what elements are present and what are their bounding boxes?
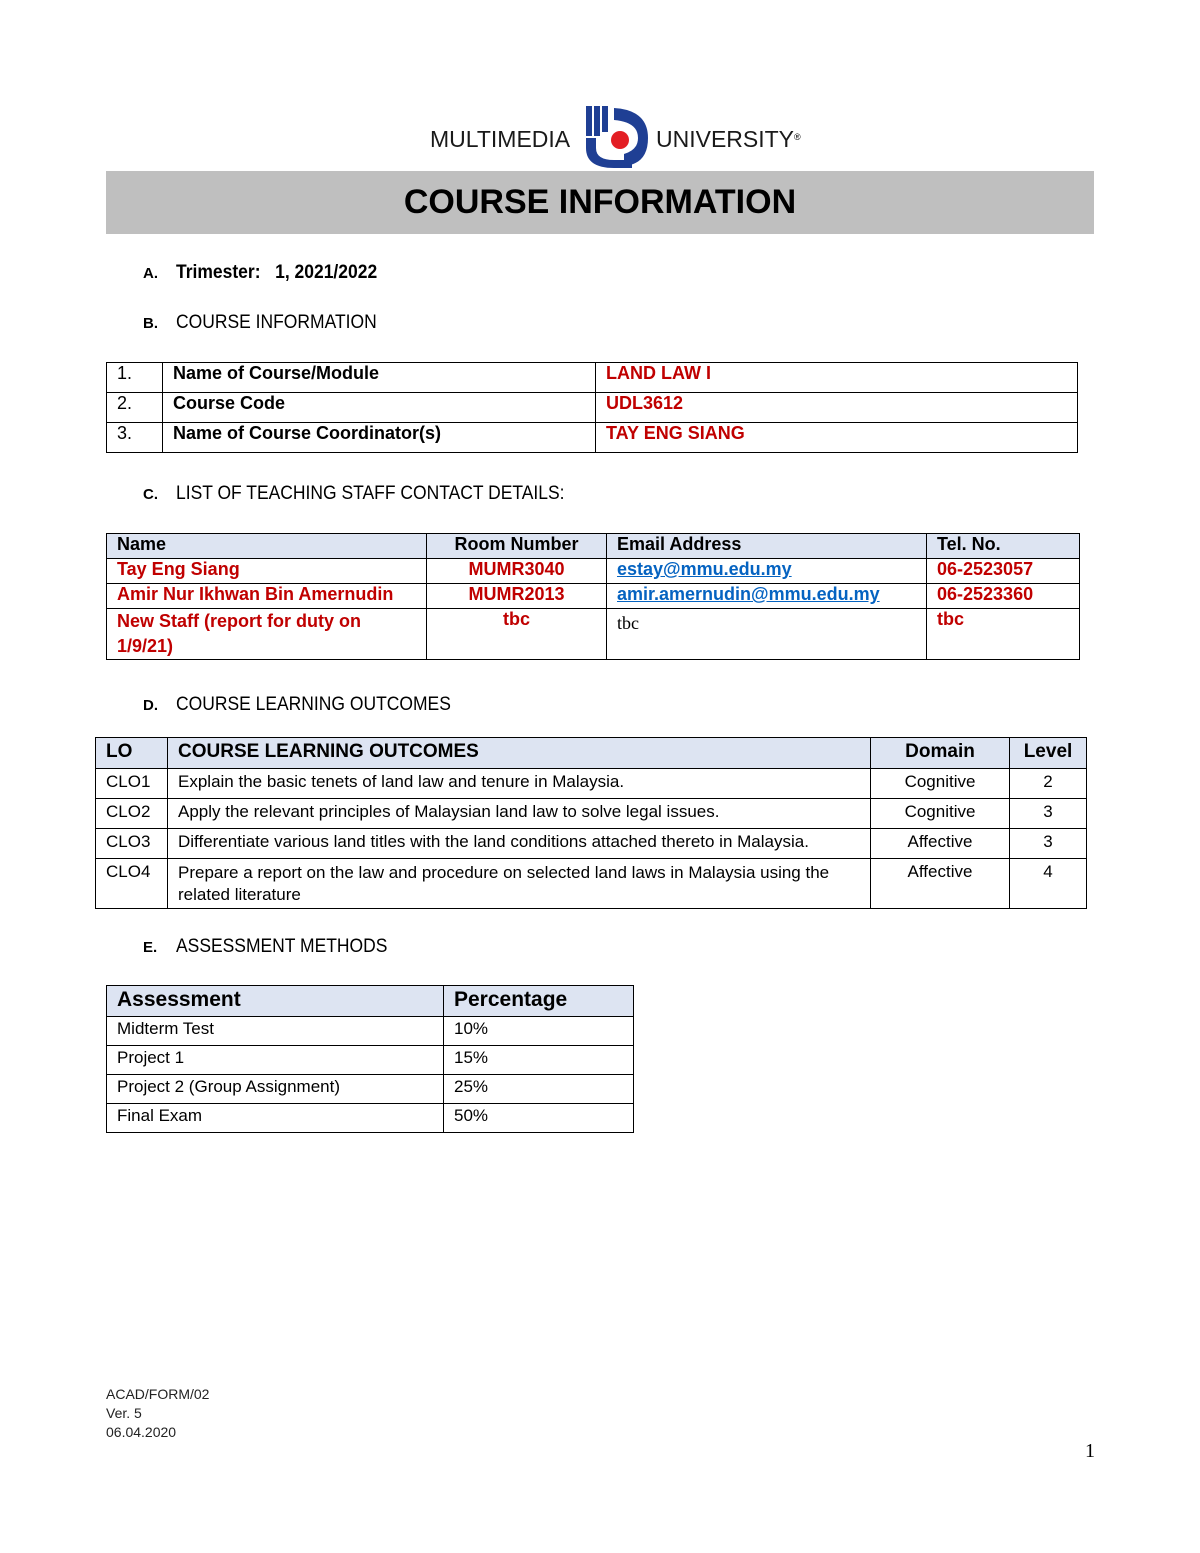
outcome-text: Explain the basic tenets of land law and tenure in Malaysia.	[168, 769, 871, 799]
level: 4	[1010, 859, 1087, 909]
field-label: Name of Course Coordinator(s)	[163, 423, 596, 453]
field-label: Name of Course/Module	[163, 363, 596, 393]
page-number: 1	[1085, 1440, 1095, 1462]
university-logo	[430, 100, 810, 172]
logo-right-text: UNIVERSITY	[656, 126, 795, 152]
outcome-text: Prepare a report on the law and procedure on selected land laws in Malaysia using the related literature	[168, 859, 871, 909]
title-banner	[106, 171, 1094, 234]
field-value: TAY ENG SIANG	[596, 423, 1078, 453]
row-number: 2.	[107, 393, 163, 423]
trimester-label: Trimester:	[176, 262, 261, 283]
assessment-table	[106, 985, 634, 1133]
section-c-title: LIST OF TEACHING STAFF CONTACT DETAILS:	[176, 483, 565, 504]
staff-name: Tay Eng Siang	[107, 559, 427, 584]
column-header: Domain	[871, 738, 1010, 769]
column-header: Email Address	[607, 534, 927, 559]
email-cell	[607, 559, 927, 584]
registered-mark: ®	[794, 132, 801, 142]
page-title: COURSE INFORMATION	[403, 183, 797, 221]
form-date: 06.04.2020	[106, 1424, 177, 1440]
column-header: Name	[107, 534, 427, 559]
section-a-letter: A.	[143, 265, 158, 282]
table-row	[107, 1104, 634, 1133]
mmu-logo-mark-icon	[584, 104, 654, 170]
section-a	[143, 262, 395, 284]
email-link[interactable]: estay@mmu.edu.my	[617, 559, 792, 579]
domain: Cognitive	[871, 799, 1010, 829]
lo-id: CLO3	[96, 829, 168, 859]
staff-name: New Staff (report for duty on 1/9/21)	[107, 609, 427, 660]
assessment-name: Final Exam	[107, 1104, 444, 1133]
table-row	[107, 1017, 634, 1046]
email-cell: tbc	[607, 609, 927, 660]
section-c-letter: C.	[143, 486, 158, 503]
section-b-letter: B.	[143, 315, 158, 332]
section-e-title: ASSESSMENT METHODS	[176, 936, 388, 957]
column-header: Room Number	[427, 534, 607, 559]
assessment-percentage: 25%	[444, 1075, 634, 1104]
course-info-table	[106, 362, 1078, 453]
level: 3	[1010, 799, 1087, 829]
lo-id: CLO4	[96, 859, 168, 909]
table-row	[96, 799, 1087, 829]
table-row	[107, 363, 1078, 393]
form-code: ACAD/FORM/02	[106, 1386, 210, 1402]
column-header: Assessment	[107, 986, 444, 1017]
field-label: Course Code	[163, 393, 596, 423]
field-value: LAND LAW I	[596, 363, 1078, 393]
table-row	[107, 584, 1080, 609]
column-header: Level	[1010, 738, 1087, 769]
column-header: COURSE LEARNING OUTCOMES	[168, 738, 871, 769]
table-row	[107, 609, 1080, 660]
learning-outcomes-table	[95, 737, 1087, 909]
section-c	[143, 483, 598, 505]
form-version: Ver. 5	[106, 1405, 142, 1421]
room-number: MUMR3040	[427, 559, 607, 584]
column-header: LO	[96, 738, 168, 769]
section-d	[143, 694, 475, 716]
tel-number: tbc	[927, 609, 1080, 660]
row-number: 1.	[107, 363, 163, 393]
assessment-name: Project 1	[107, 1046, 444, 1075]
outcome-text: Differentiate various land titles with the land conditions attached thereto in Malaysia.	[168, 829, 871, 859]
table-row	[107, 559, 1080, 584]
section-e-letter: E.	[143, 939, 158, 956]
section-b	[143, 312, 394, 334]
table-row	[96, 829, 1087, 859]
assessment-name: Midterm Test	[107, 1017, 444, 1046]
trimester-value: 1, 2021/2022	[275, 262, 378, 283]
level: 3	[1010, 829, 1087, 859]
assessment-percentage: 15%	[444, 1046, 634, 1075]
room-number: tbc	[427, 609, 607, 660]
email-cell	[607, 584, 927, 609]
assessment-name: Project 2 (Group Assignment)	[107, 1075, 444, 1104]
row-number: 3.	[107, 423, 163, 453]
form-footer	[106, 1385, 209, 1442]
staff-contact-table	[106, 533, 1080, 660]
tel-number: 06-2523360	[927, 584, 1080, 609]
assessment-percentage: 50%	[444, 1104, 634, 1133]
table-row	[107, 423, 1078, 453]
section-d-letter: D.	[143, 697, 158, 714]
lo-id: CLO2	[96, 799, 168, 829]
table-row	[107, 1075, 634, 1104]
table-row	[96, 769, 1087, 799]
table-header-row	[107, 534, 1080, 559]
table-row	[96, 859, 1087, 909]
table-row	[107, 393, 1078, 423]
email-link[interactable]: amir.amernudin@mmu.edu.my	[617, 584, 880, 604]
section-e	[143, 936, 406, 958]
domain: Cognitive	[871, 769, 1010, 799]
lo-id: CLO1	[96, 769, 168, 799]
domain: Affective	[871, 859, 1010, 909]
room-number: MUMR2013	[427, 584, 607, 609]
table-header-row	[107, 986, 634, 1017]
outcome-text: Apply the relevant principles of Malaysian land law to solve legal issues.	[168, 799, 871, 829]
level: 2	[1010, 769, 1087, 799]
section-b-title: COURSE INFORMATION	[176, 312, 377, 333]
field-value: UDL3612	[596, 393, 1078, 423]
column-header: Tel. No.	[927, 534, 1080, 559]
section-d-title: COURSE LEARNING OUTCOMES	[176, 694, 451, 715]
column-header: Percentage	[444, 986, 634, 1017]
logo-left-text: MULTIMEDIA	[430, 126, 571, 152]
domain: Affective	[871, 829, 1010, 859]
table-row	[107, 1046, 634, 1075]
staff-name: Amir Nur Ikhwan Bin Amernudin	[107, 584, 427, 609]
tel-number: 06-2523057	[927, 559, 1080, 584]
assessment-percentage: 10%	[444, 1017, 634, 1046]
table-header-row	[96, 738, 1087, 769]
